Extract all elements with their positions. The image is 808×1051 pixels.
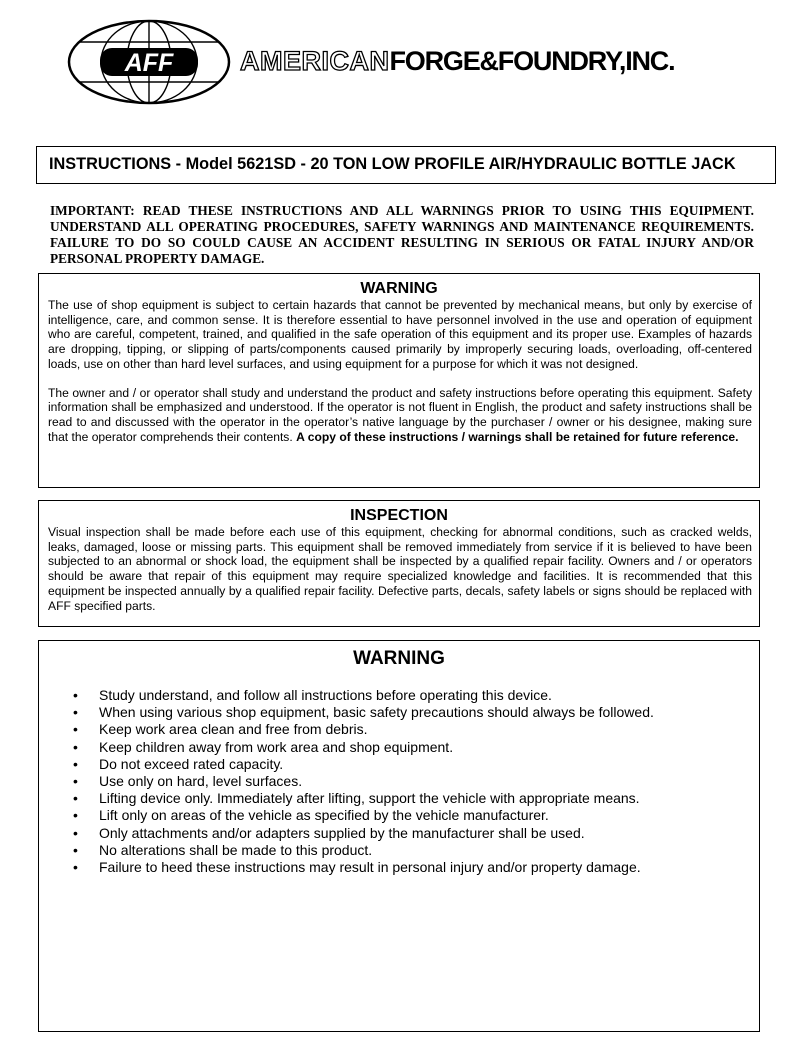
warning-box-list [38,640,760,1032]
warning-heading: WARNING [360,280,438,297]
warning-paragraph-hazards: The use of shop equipment is subject to certain hazards that cannot be prevented by mechanical means, but only by exercise of intelligence, care, and common sense. It is therefore essential to have personnel involved in the use and operation of equipment who are careful, competent, trained, and qualified in the safe operation of this equipment and its proper use. Examples of hazards are dropping, tipping, or slipping of parts/components caused primarily by improperly securing loads, overloading, off-centered loads, use on other than hard level surfaces, and using equipment for a purpose for which it was not designed. [48,298,752,371]
page-header [0,0,808,120]
list-item: • Lifting device only. Immediately after lifting, support the vehicle with appropriate means. [73,790,640,807]
list-item: • Use only on hard, level surfaces. [73,773,303,790]
warning-paragraph-owner [39,386,759,445]
list-item: • Keep work area clean and free from debris. [73,721,368,738]
list-item: • Lift only on areas of the vehicle as specified by the vehicle manufacturer. [73,807,549,824]
warning-list-heading: WARNING [353,648,445,669]
list-item: • Keep children away from work area and shop equipment. [73,738,454,755]
important-notice: IMPORTANT: READ THESE INSTRUCTIONS AND ALL WARNINGS PRIOR TO USING THIS EQUIPMENT. UNDERSTAND ALL OPERATING PROCEDURES, SAFETY WARNINGS AND MAINTENANCE REQUIREMENTS. FAILURE TO DO SO COULD CAUSE AN ACCIDENT RESULTING IN SERIOUS OR FATAL INJURY AND/OR PERSONAL PROPERTY DAMAGE. [50,203,754,266]
list-item: • When using various shop equipment, basic safety precautions should always be followed. [73,704,654,721]
inspection-box [38,500,760,627]
document-title: INSTRUCTIONS - Model 5621SD - 20 TON LOW PROFILE AIR/HYDRAULIC BOTTLE JACK [49,155,736,173]
owner-text: The owner and / or operator shall study and understand the product and safety instructions before operating this equipment. Safety information shall be emphasized and understood. If the operator is not fluent in English, the product and safety instructions shall be read to and discussed with the operator in the operator’s native language by the purchaser / owner or his designee, making sure that the operator comprehends their contents. [48,385,752,444]
company-name [240,46,674,77]
company-name-bold: FORGE&FOUNDRY,INC. [389,46,675,76]
list-item: • Failure to heed these instructions may result in personal injury and/or property damage. [73,859,641,876]
inspection-heading: INSPECTION [350,507,448,524]
logo-text: AFF [124,49,174,77]
list-item: • Do not exceed rated capacity. [73,755,284,772]
title-box [36,146,776,184]
list-item: • Study understand, and follow all instructions before operating this device. [73,687,552,703]
company-name-outline: AMERICAN [240,46,390,76]
list-item: • Only attachments and/or adapters supplied by the manufacturer shall be used. [73,824,585,841]
retain-notice: A copy of these instructions / warnings shall be retained for future reference. [296,429,739,444]
warning-box-general [38,273,760,488]
aff-globe-logo [66,18,232,106]
list-item: • No alterations shall be made to this product. [73,841,373,858]
warning-list [39,687,759,876]
inspection-paragraph: Visual inspection shall be made before each use of this equipment, checking for abnormal conditions, such as cracked welds, leaks, damaged, loose or missing parts. This equipment shall be removed immediately from service if it is believed to have been subjected to an abnormal or shock load, the equipment shall be inspected by a qualified repair facility. Owners and / or operators should be aware that repair of this equipment may require specialized knowledge and facilities. It is recommended that this equipment be inspected annually by a qualified repair facility. Defective parts, decals, safety labels or signs should be replaced with AFF specified parts. [48,525,752,613]
